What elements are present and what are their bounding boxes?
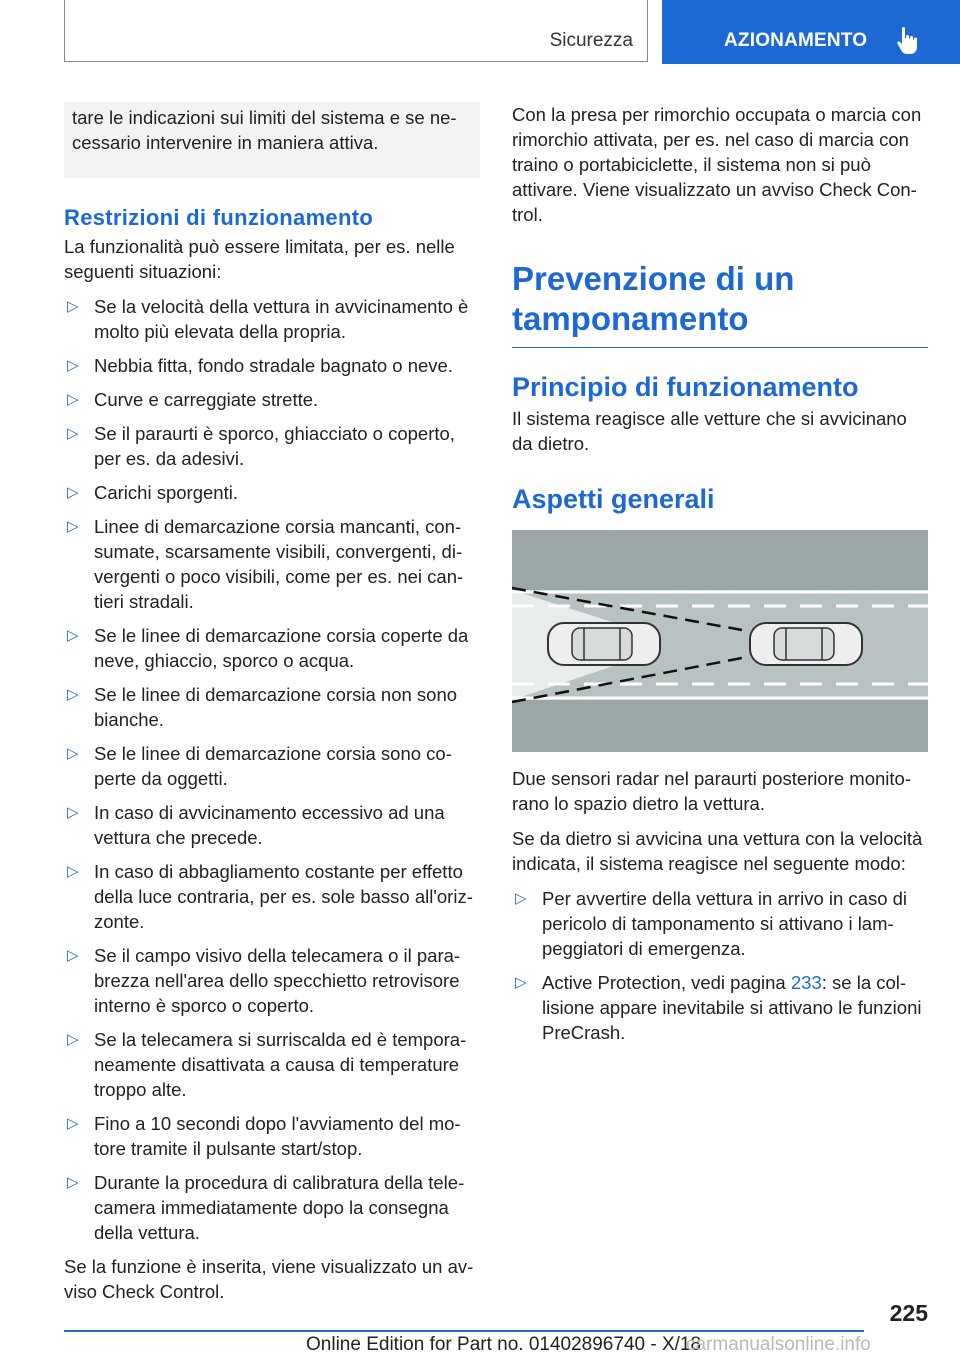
footer-edition: Online Edition for Part no. 01402896740 - X/18 — [306, 1334, 702, 1355]
general-heading: Aspetti generali — [512, 484, 715, 514]
list-item: ▷ Se le linee di demarcazione corsia non sono bianche. — [67, 684, 458, 730]
figure-text-1: Due sensori radar nel paraurti posteriore monitorano lo spazio dietro la vettura. — [512, 768, 911, 814]
triangle-bullet-icon: ▷ — [67, 1174, 79, 1191]
page-title: Prevenzione di un tamponamento — [512, 259, 928, 348]
list-item: ▷ Fino a 10 secondi dopo l'avviamento del motore tramite il pulsante start/stop. — [67, 1113, 461, 1159]
own-car-icon — [548, 623, 660, 665]
list-item: ▷ In caso di avvicinamento eccessivo ad una vettura che precede. — [67, 802, 445, 848]
triangle-bullet-icon: ▷ — [67, 298, 79, 315]
triangle-bullet-icon: ▷ — [67, 518, 79, 535]
list-item: ▷ Se la telecamera si surriscalda ed è temporaneamente disattivata a causa di temperature troppo alte. — [67, 1029, 467, 1100]
header-section-label: Sicurezza — [549, 30, 633, 51]
list-item: ▷ Se le linee di demarcazione corsia coperte da neve, ghiaccio, sporco o acqua. — [67, 625, 469, 671]
continued-note-box — [64, 102, 480, 178]
triangle-bullet-icon: ▷ — [67, 627, 79, 644]
list-item: ▷ Active Protection, vedi pagina 233: se la collisione appare inevitabile si attivano le funzioni PreCrash. — [515, 972, 922, 1043]
list-item: ▷ Durante la procedura di calibratura della telecamera immediatamente dopo la consegna della vettura. — [67, 1172, 465, 1243]
list-item: ▷ Se il paraurti è sporco, ghiacciato o coperto, per es. da adesivi. — [67, 423, 455, 469]
triangle-bullet-icon: ▷ — [67, 804, 79, 821]
continued-note-text: tare le indicazioni sui limiti del sistema e se necessario intervenire in maniera attiva. — [72, 107, 457, 153]
hand-pointer-icon — [896, 26, 920, 56]
header-chapter-tab — [662, 0, 960, 64]
left-column — [64, 102, 480, 1314]
trailer-note: Con la presa per rimorchio occupata o marcia con rimorchio attivata, per es. nel caso di marcia con traino o portabiciclette, il sistema non si può attivare. Viene visualizzato un avviso Check Control. — [512, 104, 922, 225]
triangle-bullet-icon: ▷ — [515, 974, 527, 991]
list-item: ▷ Se il campo visivo della telecamera o il parabrezza nell'area dello specchietto retrovisore interno è sporco o coperto. — [67, 945, 461, 1016]
footer-watermark: carmanualsonline.info — [686, 1334, 871, 1355]
restrictions-heading: Restrizioni di funzionamento — [64, 205, 374, 230]
principle-text: Il sistema reagisce alle vetture che si avvicinano da dietro. — [512, 408, 907, 454]
right-column — [512, 102, 928, 1054]
triangle-bullet-icon: ▷ — [67, 863, 79, 880]
list-item: ▷ Se le linee di demarcazione corsia sono coperte da oggetti. — [67, 743, 452, 789]
page-link-233[interactable]: 233 — [790, 972, 822, 993]
triangle-bullet-icon: ▷ — [67, 357, 79, 374]
triangle-bullet-icon: ▷ — [67, 425, 79, 442]
triangle-bullet-icon: ▷ — [515, 890, 527, 907]
restrictions-closing: Se la funzione è inserita, viene visualizzato un avviso Check Control. — [64, 1256, 474, 1302]
approaching-car-icon — [750, 623, 862, 665]
page-number: 225 — [889, 1300, 928, 1326]
rear-radar-illustration — [512, 530, 928, 752]
list-item: ▷ Per avvertire della vettura in arrivo in caso di pericolo di tamponamento si attivano i lampeggiatori di emergenza. — [515, 888, 908, 959]
figure-text-2: Se da dietro si avvicina una vettura con la velocità indicata, il sistema reagisce nel seguente modo: — [512, 828, 923, 874]
list-item: ▷ Curve e carreggiate strette. — [67, 389, 319, 410]
triangle-bullet-icon: ▷ — [67, 1031, 79, 1048]
restrictions-list — [64, 294, 480, 1245]
list-item: ▷ In caso di abbagliamento costante per effetto della luce contraria, per es. sole basso all'orizzonte. — [67, 861, 473, 932]
reaction-list — [512, 886, 928, 1045]
principle-heading: Principio di funzionamento — [512, 372, 859, 402]
triangle-bullet-icon: ▷ — [67, 484, 79, 501]
header-section-box — [64, 0, 648, 62]
triangle-bullet-icon: ▷ — [67, 947, 79, 964]
triangle-bullet-icon: ▷ — [67, 391, 79, 408]
list-item: ▷ Nebbia fitta, fondo stradale bagnato o neve. — [67, 355, 453, 376]
footer-divider — [64, 1330, 864, 1332]
triangle-bullet-icon: ▷ — [67, 745, 79, 762]
list-item: ▷ Se la velocità della vettura in avvicinamento è molto più elevata della propria. — [67, 296, 469, 342]
list-item: ▷ Carichi sporgenti. — [67, 482, 238, 503]
triangle-bullet-icon: ▷ — [67, 1115, 79, 1132]
restrictions-intro: La funzionalità può essere limitata, per es. nelle seguenti situazioni: — [64, 236, 455, 282]
triangle-bullet-icon: ▷ — [67, 686, 79, 703]
list-item: ▷ Linee di demarcazione corsia mancanti, consumate, scarsamente visibili, convergenti, divergenti o poco visibili, come per es. nei cantieri stradali. — [67, 516, 464, 612]
header-chapter-label: AZIONAMENTO — [724, 30, 868, 51]
